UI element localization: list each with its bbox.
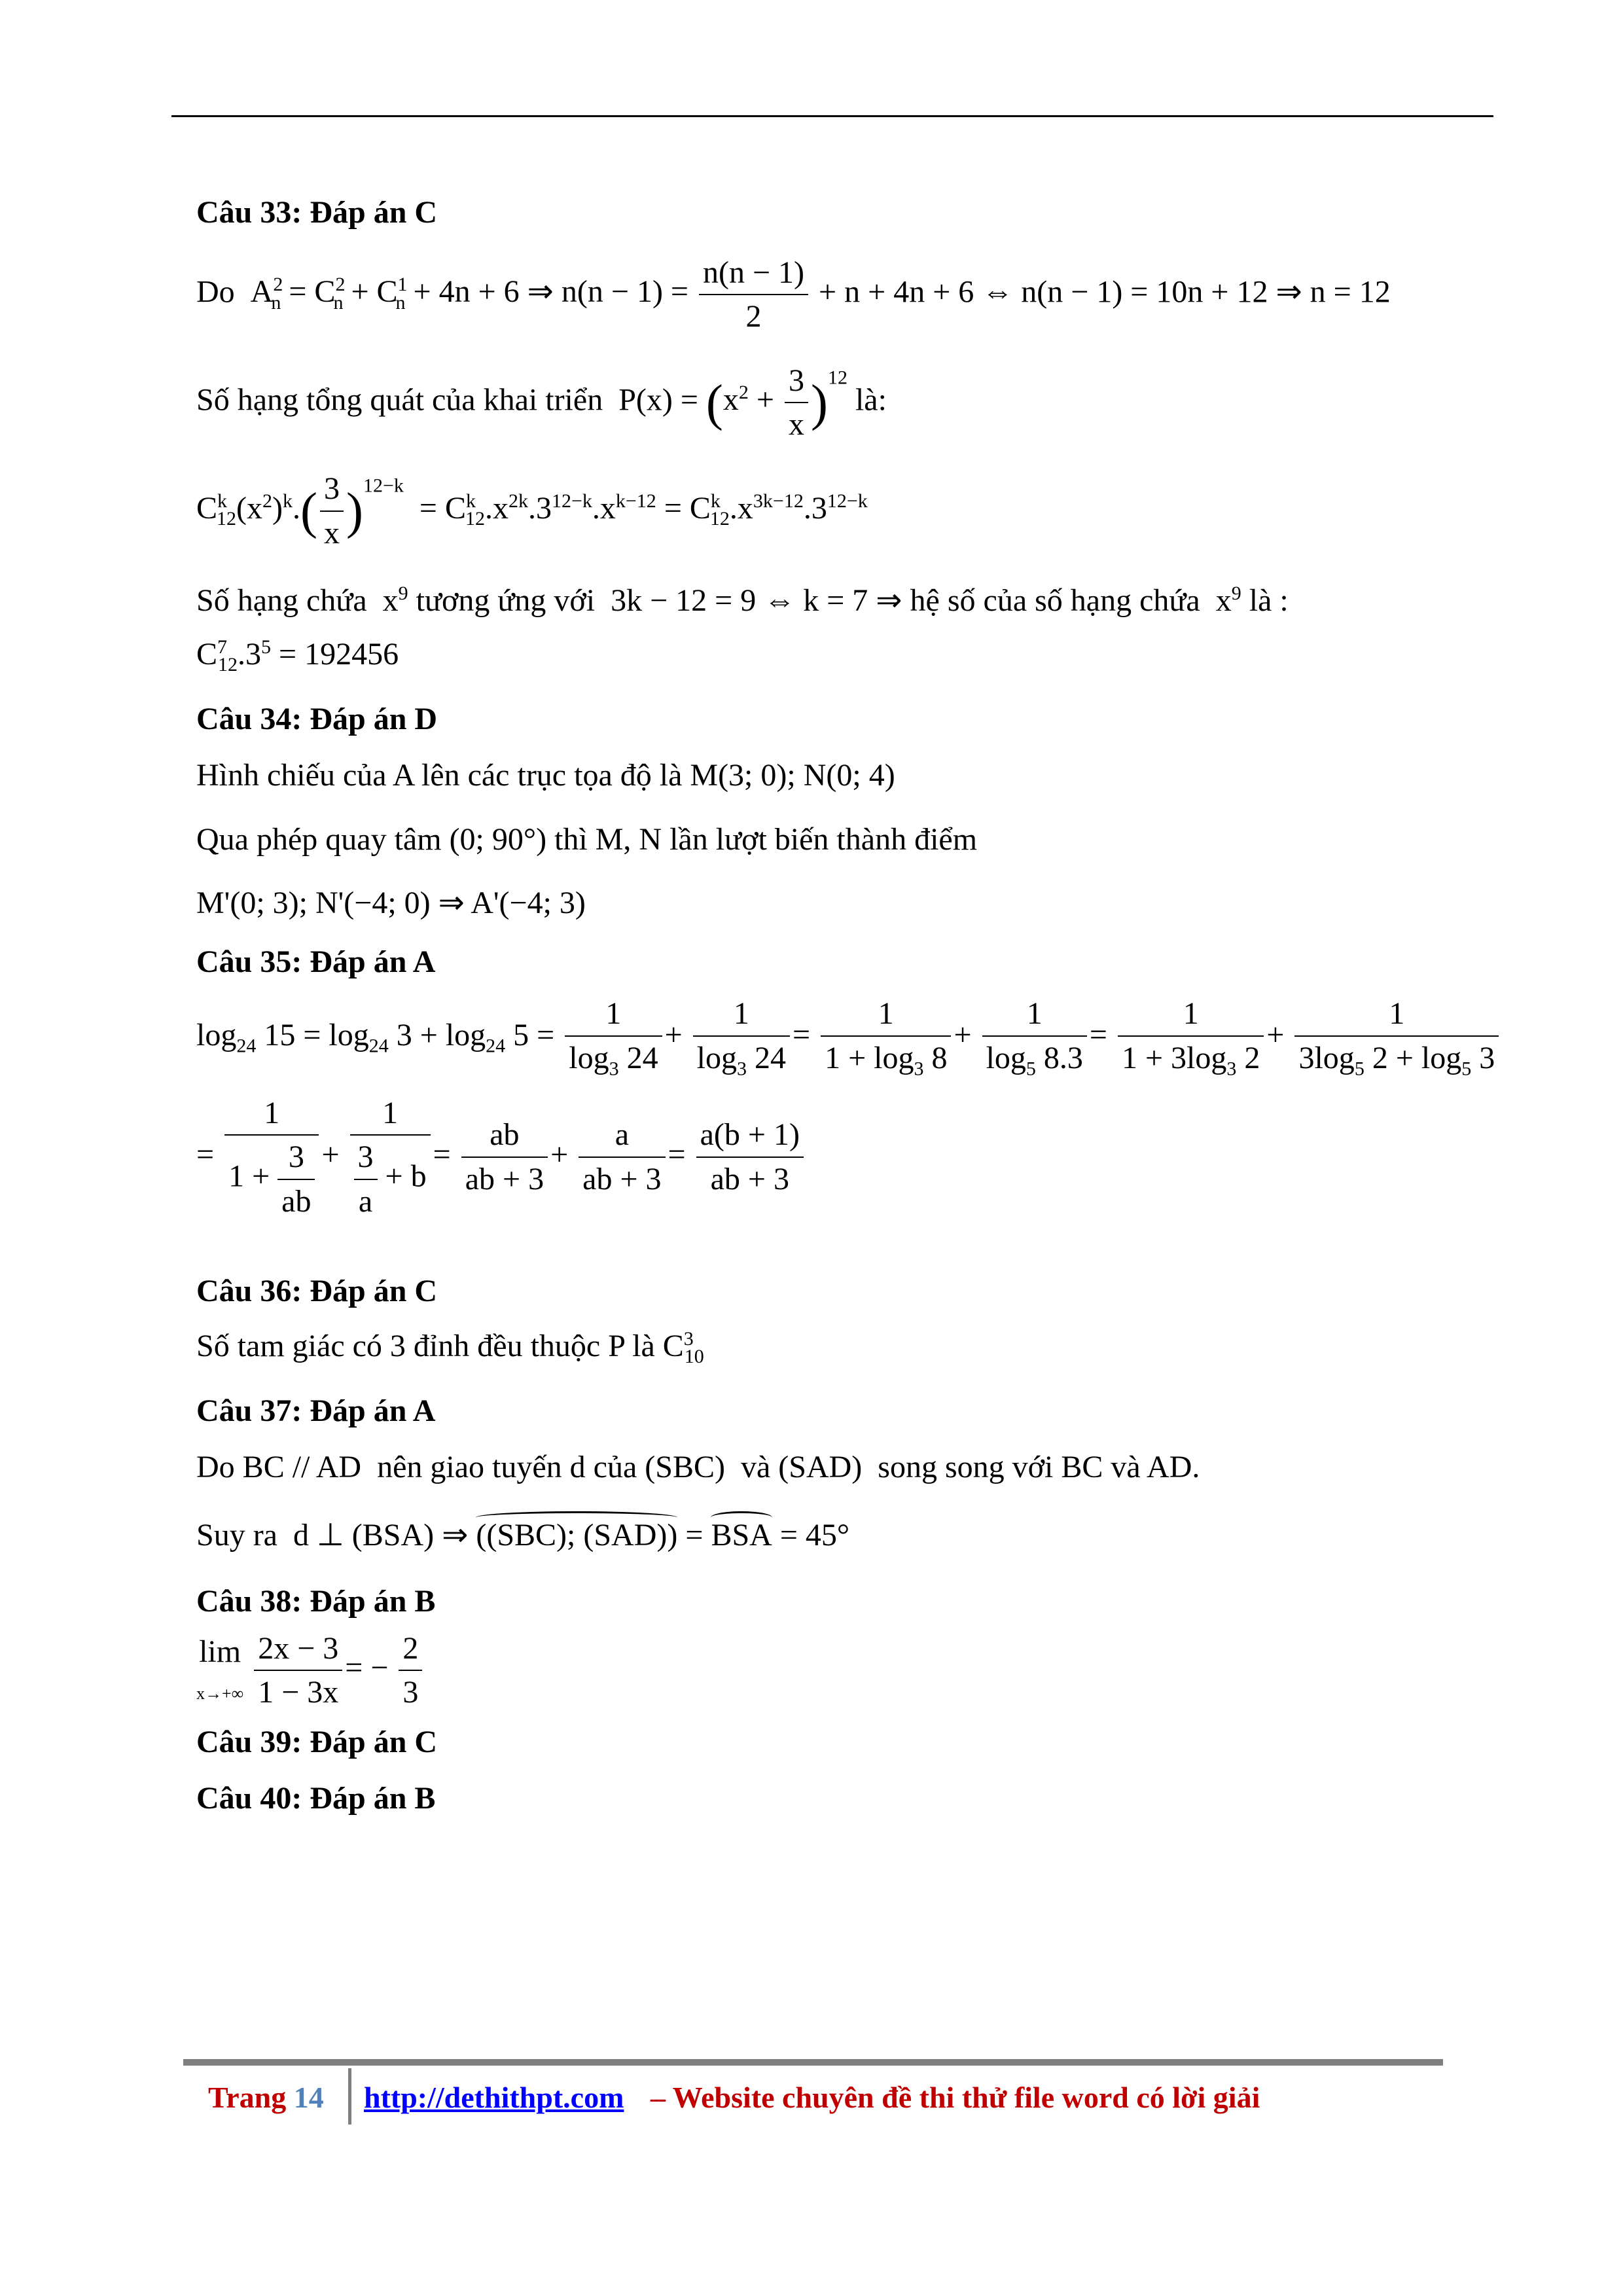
q34-line-1: Hình chiếu của A lên các trục tọa độ là M(3; 0); N(0; 4) (196, 757, 895, 793)
q38-line-1: lim x→+∞ $\frac{2x - 3}{1 - 3x}$ = − $\frac{2}{3}$ (196, 1630, 1492, 1712)
q37-line-1: Do BC // AD nên giao tuyến d của (SBC) và (SAD) song song với BC và AD. (196, 1450, 1200, 1485)
footer-website-link[interactable]: http://dethithpt.com (364, 2081, 624, 2114)
q33-general-term-line: Số hạng tổng quát của khai triển $P(x) = (x^2$ + $\frac{3}{x}$ )$^{12}$ là: (196, 363, 887, 442)
q37-line-2: Suy ra d ⊥ (BSA) ⇒ ((SBC); (SAD)) = BSA = 45° (196, 1516, 1492, 1554)
q35-line-2: = 1 1 + $\frac{3}{ab}$ + 1 $\frac{3}{a}$ + b = $\frac{ab}{ab + 3}$ + $\frac{a}{ab + 3}$ = $\frac{a(b + 1)}{ab + 3}$ (196, 1094, 1492, 1221)
footer-page: Trang 14 (208, 2081, 324, 2114)
footer-rule (183, 2059, 1443, 2066)
question-37-title: Câu 37: Đáp án A (196, 1393, 436, 1429)
q33-do-label: Do (196, 274, 235, 310)
q33-general-term-formula: $C^k_{12}(x^2)^k$.( $\frac{3}{x}$ )$^{12-k} = C^k_{12}.x^{2k}.3^{12-k}.x^{k-12} = C^k_{12}.x^{3k-12}.3^{12-k}$ (196, 471, 868, 550)
question-35-title: Câu 35: Đáp án A (196, 944, 436, 979)
q33-fraction: $\frac{n(n - 1)}{2}$ (699, 254, 808, 336)
question-34-title: Câu 34: Đáp án D (196, 702, 438, 737)
q34-line-3: M'(0; 3); N'(−4; 0) ⇒ A'(−4; 3) (196, 886, 586, 921)
footer-tagline: – Website chuyên đề thi thử file word có lời giải (651, 2081, 1260, 2114)
q33-result: $C^7_{12}.3^5 = 192456$ (196, 636, 399, 676)
question-38-title: Câu 38: Đáp án B (196, 1584, 436, 1619)
q35-line-1: $\log_{24} 15 = \log_{24} 3 + \log_{24} 5$ = $\frac{1}{\log_3 24}$ + $\frac{1}{\log_3 24}$ = $\frac{1}{1 + \log_3 8}$ + $\frac{1}{\log_5 8.3}$ = $\frac{1}{1 + 3\log_3 2}$ + $\frac{1}{3\log_5 2 + \log_5 3}$ (196, 995, 1492, 1081)
question-39-title: Câu 39: Đáp án C (196, 1725, 438, 1760)
q33-equation-n: Do $A^2_n = C^2_n + C^1_n + 4n + 6$ ⇒ n(n − 1) = $\frac{n(n - 1)}{2}$ + n + 4n + 6 ⇔ n(n − 1) = 10n + 12 ⇒ n = 12 (196, 254, 1492, 336)
solutions-content (196, 194, 1495, 1817)
page-number: 14 (293, 2081, 324, 2114)
question-40-title: Câu 40: Đáp án B (196, 1780, 436, 1816)
footer-separator (348, 2068, 351, 2125)
q36-line-1: Số tam giác có 3 đỉnh đều thuộc P là $C^3_{10}$ (196, 1327, 704, 1368)
q33-x9-line: Số hạng chứa $x^9$ tương ứng với 3k − 12 = 9 ⇔ k = 7 ⇒ hệ số của số hạng chứa $x^9$ là : (196, 583, 1289, 619)
header-rule (171, 115, 1493, 117)
question-33-title: Câu 33: Đáp án C (196, 195, 438, 230)
question-36-title: Câu 36: Đáp án C (196, 1274, 438, 1309)
q34-line-2: Qua phép quay tâm (0; 90°) thì M, N lần lượt biến thành điểm (196, 821, 978, 857)
